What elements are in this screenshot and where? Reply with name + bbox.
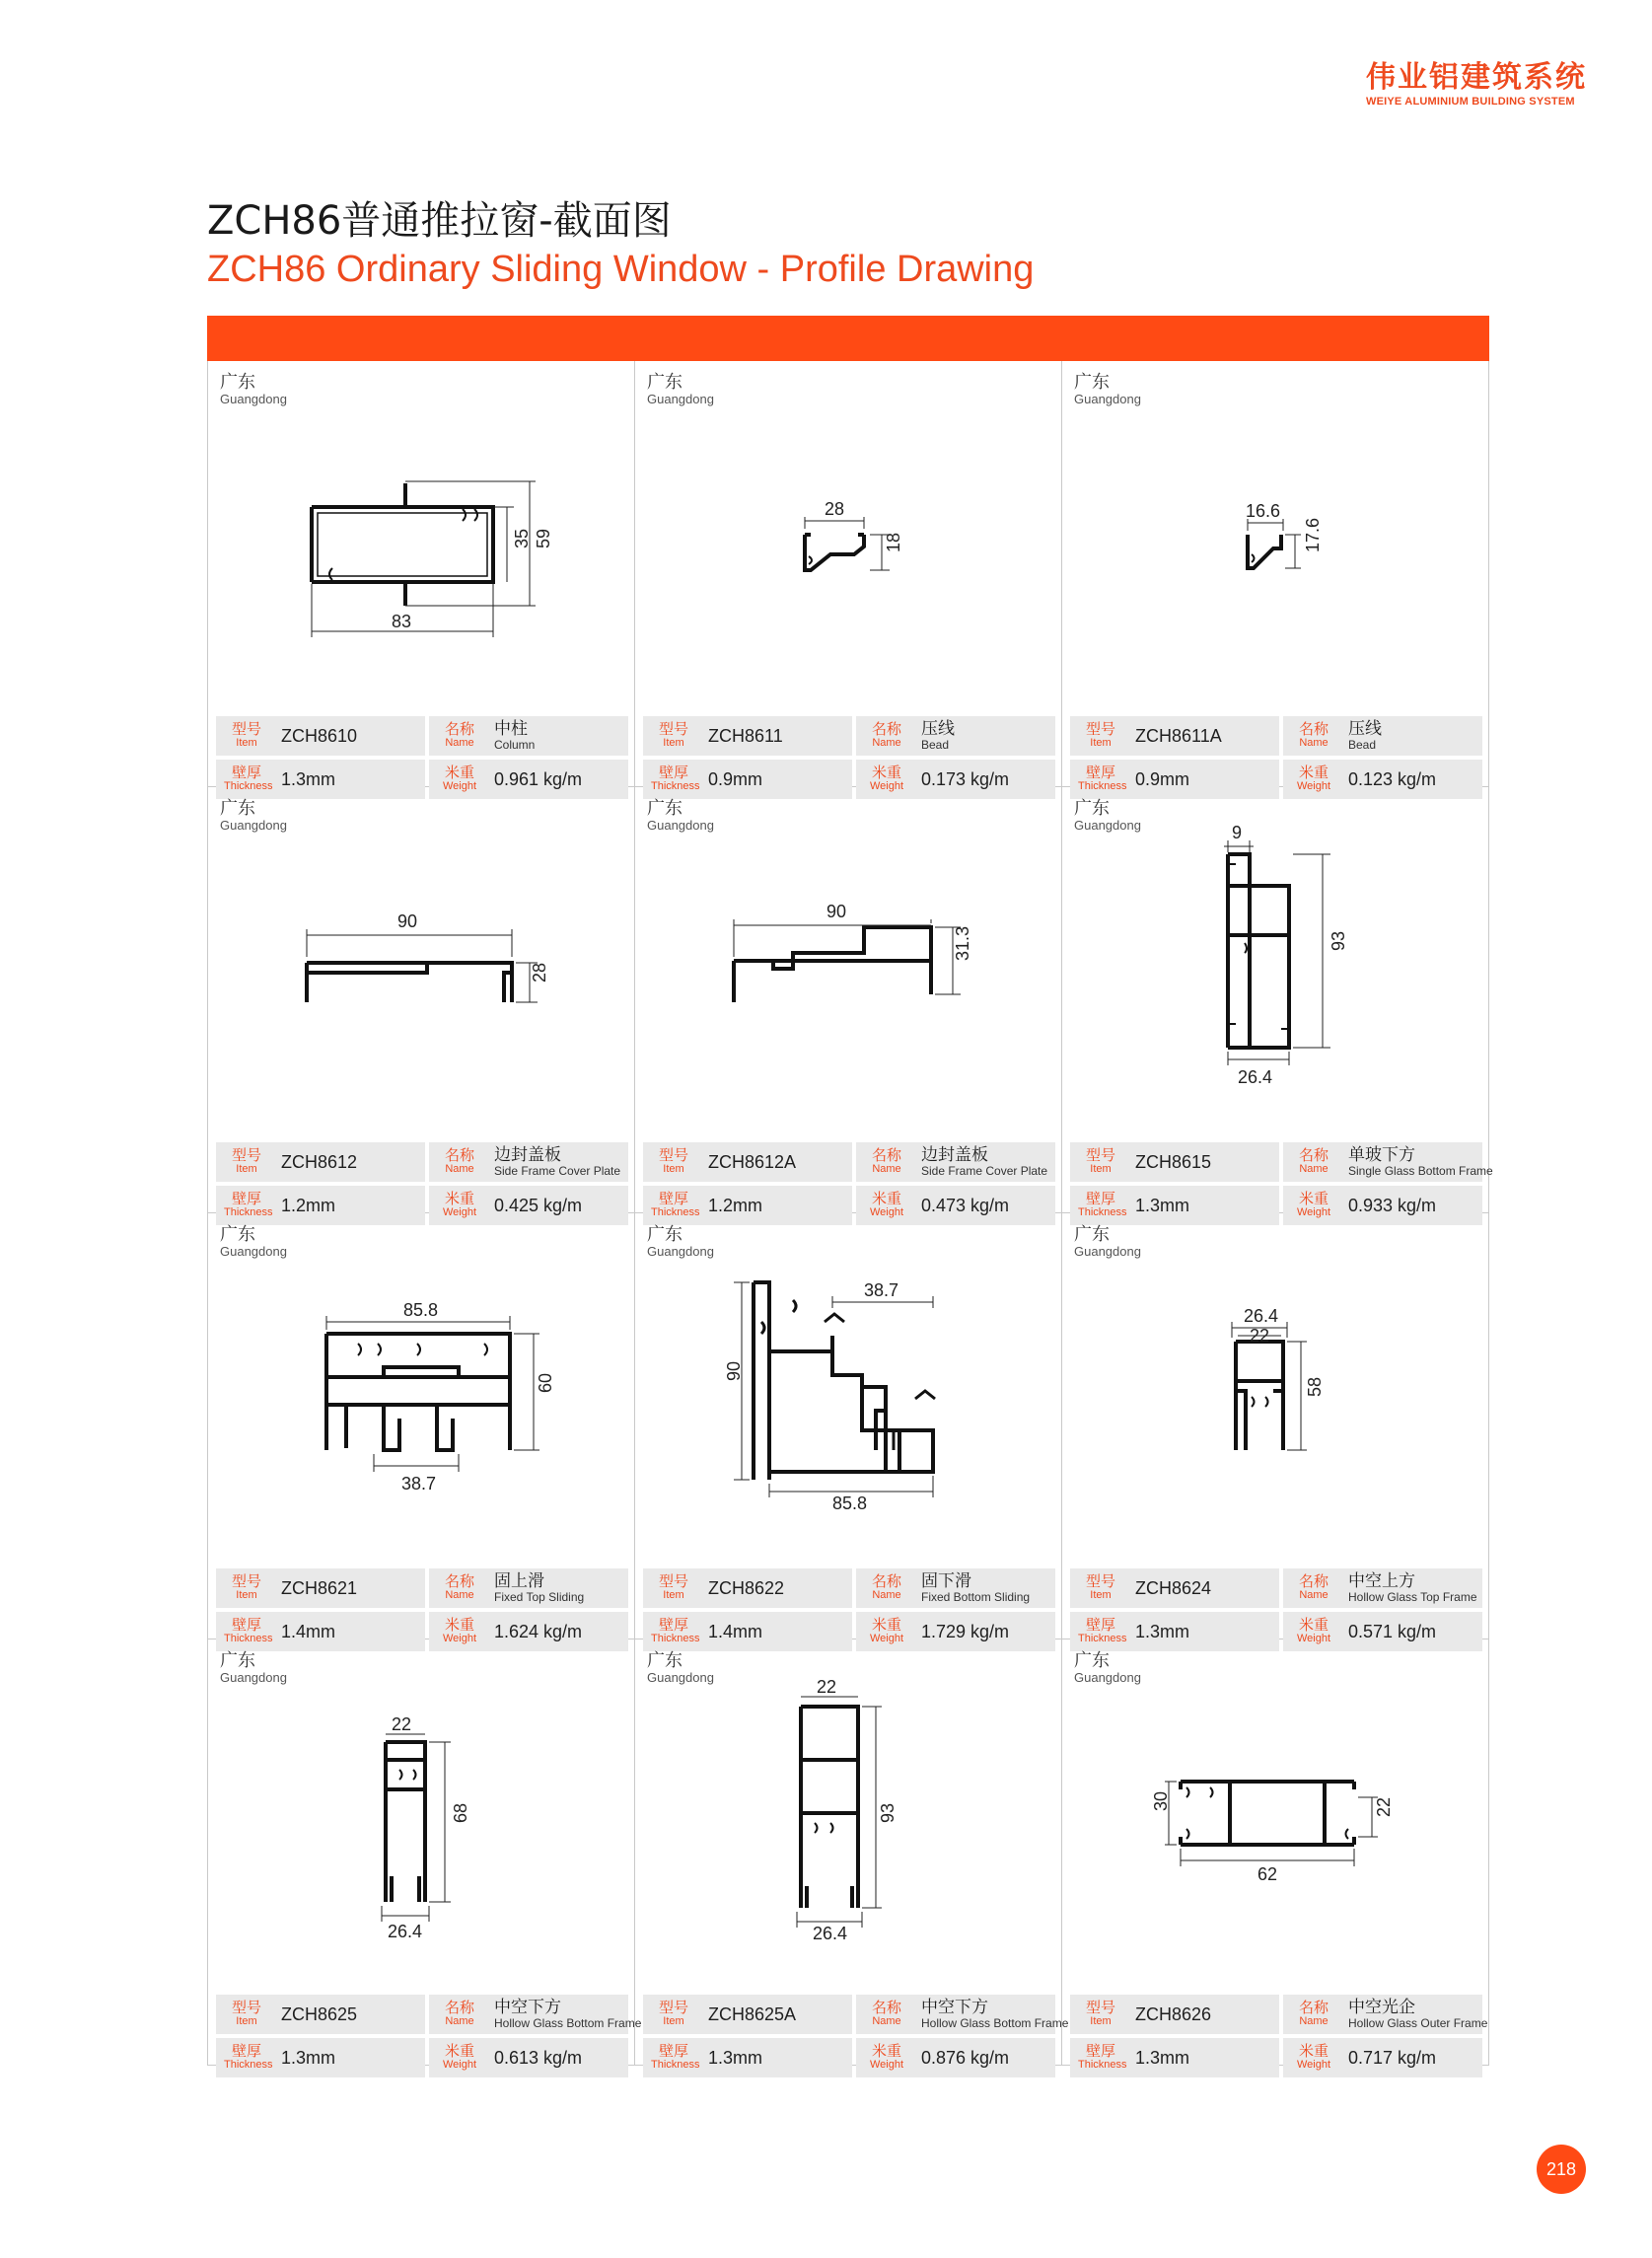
profile-info (1070, 1995, 1488, 2081)
thickness-field: 壁厚 Thickness 1.3mm (1070, 2038, 1279, 2077)
name-cn: 边封盖板 (494, 1145, 561, 1165)
weight-value: 0.173 kg/m (921, 769, 1010, 789)
weight-field: 米重 Weight 1.729 kg/m (856, 1612, 1055, 1651)
name-en: Side Frame Cover Plate (921, 1164, 1048, 1178)
profile-drawing (1062, 1639, 1489, 1990)
name-cn: 中空下方 (921, 1998, 988, 2017)
name-field: 名称 Name 中柱 Column (429, 716, 628, 756)
region-en: Guangdong (220, 1670, 287, 1685)
item-field: 型号 Item ZCH8611 (643, 716, 852, 756)
thickness-value: 1.3mm (281, 2048, 336, 2068)
item-field: 型号 Item ZCH8610 (216, 716, 425, 756)
profile-drawing (635, 1639, 1062, 1990)
dim-label: 83 (392, 612, 412, 631)
thickness-value: 1.3mm (1135, 1622, 1190, 1641)
dim-label: 22 (817, 1677, 837, 1697)
weight-field: 米重 Weight 0.876 kg/m (856, 2038, 1055, 2077)
weight-value: 0.876 kg/m (921, 2048, 1010, 2068)
name-cn: 单玻下方 (1348, 1145, 1415, 1165)
region-cn: 广东 (220, 798, 255, 819)
weight-value: 0.717 kg/m (1348, 2048, 1437, 2068)
page-title-en: ZCH86 Ordinary Sliding Window - Profile Drawing (207, 249, 1035, 290)
dim-label: 16.6 (1246, 501, 1281, 521)
profile-drawing (208, 787, 635, 1137)
weight-value: 0.571 kg/m (1348, 1622, 1437, 1641)
weight-field: 米重 Weight 0.571 kg/m (1283, 1612, 1482, 1651)
profile-grid (207, 361, 1493, 2071)
name-field: 名称 Name 固上滑 Fixed Top Sliding (429, 1568, 628, 1608)
region-en: Guangdong (220, 818, 287, 833)
region-en: Guangdong (1074, 818, 1141, 833)
thickness-value: 1.3mm (281, 769, 336, 789)
weight-value: 0.425 kg/m (494, 1196, 583, 1215)
dim-label: 22 (1374, 1796, 1394, 1817)
dim-label: 58 (1305, 1376, 1325, 1397)
brand-logo (1366, 61, 1587, 109)
weight-value: 1.729 kg/m (921, 1622, 1010, 1641)
region-cn: 广东 (647, 1650, 682, 1671)
item-code: ZCH8612 (281, 1152, 358, 1172)
dim-label: 62 (1257, 1864, 1278, 1884)
profile-card (635, 1213, 1062, 1644)
header-bar (207, 316, 1489, 361)
dim-label: 90 (397, 911, 418, 931)
item-field: 型号 Item ZCH8611A (1070, 716, 1279, 756)
region-cn: 广东 (647, 798, 682, 819)
dim-label: 9 (1232, 823, 1243, 842)
item-code: ZCH8611 (708, 726, 783, 746)
name-field: 名称 Name 固下滑 Fixed Bottom Sliding (856, 1568, 1055, 1608)
name-en: Fixed Bottom Sliding (921, 1590, 1031, 1604)
item-code: ZCH8621 (281, 1578, 358, 1598)
name-en: Bead (921, 738, 950, 752)
dim-label: 90 (724, 1360, 744, 1381)
name-cn: 压线 (1348, 719, 1382, 739)
profile-card (1062, 1213, 1489, 1644)
thickness-field: 壁厚 Thickness 1.3mm (216, 760, 425, 799)
name-field: 名称 Name 边封盖板 Side Frame Cover Plate (856, 1142, 1055, 1182)
name-cn: 边封盖板 (921, 1145, 988, 1165)
name-cn: 固上滑 (494, 1571, 544, 1591)
thickness-field: 壁厚 Thickness 1.3mm (1070, 1612, 1279, 1651)
dim-label: 18 (884, 532, 903, 552)
region-en: Guangdong (647, 818, 714, 833)
dim-label: 90 (826, 902, 847, 921)
dim-label: 31.3 (953, 925, 972, 961)
profile-drawing (635, 787, 1062, 1137)
dim-label: 68 (451, 1802, 470, 1823)
dim-label: 85.8 (832, 1493, 868, 1513)
dim-label: 26.4 (813, 1924, 848, 1943)
profile-card (208, 361, 635, 792)
page-title-cn: ZCH86普通推拉窗-截面图 (207, 198, 672, 244)
region-cn: 广东 (220, 372, 255, 393)
thickness-field: 壁厚 Thickness 1.4mm (216, 1612, 425, 1651)
region-en: Guangdong (1074, 1670, 1141, 1685)
weight-field: 米重 Weight 0.613 kg/m (429, 2038, 628, 2077)
weight-value: 0.123 kg/m (1348, 769, 1437, 789)
name-field: 名称 Name 中空光企 Hollow Glass Outer Frame (1283, 1995, 1482, 2034)
thickness-field: 壁厚 Thickness 1.3mm (1070, 1186, 1279, 1225)
weight-field: 米重 Weight 0.425 kg/m (429, 1186, 628, 1225)
profile-card (635, 361, 1062, 792)
name-field: 名称 Name 中空上方 Hollow Glass Top Frame (1283, 1568, 1482, 1608)
profile-drawing (1062, 1213, 1489, 1564)
dim-label: 22 (1250, 1326, 1270, 1346)
weight-value: 0.473 kg/m (921, 1196, 1010, 1215)
thickness-field: 壁厚 Thickness 1.3mm (643, 2038, 852, 2077)
region-cn: 广东 (220, 1650, 255, 1671)
weight-field: 米重 Weight 0.473 kg/m (856, 1186, 1055, 1225)
thickness-value: 1.3mm (1135, 2048, 1190, 2068)
item-code: ZCH8612A (708, 1152, 797, 1172)
name-field: 名称 Name 中空下方 Hollow Glass Bottom Frame (429, 1995, 628, 2034)
profile-drawing (208, 1639, 635, 1990)
item-field: 型号 Item ZCH8626 (1070, 1995, 1279, 2034)
item-field: 型号 Item ZCH8624 (1070, 1568, 1279, 1608)
thickness-value: 0.9mm (1135, 769, 1190, 789)
name-en: Hollow Glass Bottom Frame (921, 2016, 1069, 2030)
dim-label: 28 (530, 962, 549, 983)
dim-label: 60 (536, 1372, 555, 1393)
weight-field: 米重 Weight 0.173 kg/m (856, 760, 1055, 799)
dim-label: 35 (512, 528, 532, 548)
item-field: 型号 Item ZCH8621 (216, 1568, 425, 1608)
item-code: ZCH8625A (708, 2004, 797, 2024)
thickness-value: 1.2mm (281, 1196, 336, 1215)
name-cn: 中空下方 (494, 1998, 561, 2017)
item-code: ZCH8611A (1135, 726, 1222, 746)
region-en: Guangdong (1074, 1244, 1141, 1259)
dim-label: 28 (825, 499, 845, 519)
name-field: 名称 Name 单玻下方 Single Glass Bottom Frame (1283, 1142, 1482, 1182)
item-code: ZCH8622 (708, 1578, 785, 1598)
name-cn: 中柱 (494, 719, 528, 739)
weight-field: 米重 Weight 0.123 kg/m (1283, 760, 1482, 799)
weight-field: 米重 Weight 1.624 kg/m (429, 1612, 628, 1651)
name-en: Hollow Glass Top Frame (1348, 1590, 1477, 1604)
dim-label: 38.7 (864, 1280, 899, 1300)
item-code: ZCH8615 (1135, 1152, 1212, 1172)
item-field: 型号 Item ZCH8625A (643, 1995, 852, 2034)
name-field: 名称 Name 中空下方 Hollow Glass Bottom Frame (856, 1995, 1055, 2034)
name-field: 名称 Name 边封盖板 Side Frame Cover Plate (429, 1142, 628, 1182)
profile-drawing (208, 1213, 635, 1564)
region-cn: 广东 (1074, 1224, 1110, 1245)
profile-drawing (208, 361, 635, 711)
name-cn: 压线 (921, 719, 955, 739)
profile-card (208, 1213, 635, 1644)
dim-label: 26.4 (388, 1922, 423, 1941)
region-en: Guangdong (647, 1244, 714, 1259)
dim-label: 38.7 (401, 1474, 437, 1493)
thickness-value: 1.2mm (708, 1196, 763, 1215)
item-code: ZCH8624 (1135, 1578, 1212, 1598)
item-field: 型号 Item ZCH8622 (643, 1568, 852, 1608)
thickness-value: 1.4mm (281, 1622, 336, 1641)
dim-label: 93 (1329, 930, 1348, 951)
thickness-value: 0.9mm (708, 769, 763, 789)
item-code: ZCH8625 (281, 2004, 358, 2024)
name-cn: 中空上方 (1348, 1571, 1415, 1591)
thickness-field: 壁厚 Thickness 0.9mm (643, 760, 852, 799)
profile-info (216, 1995, 642, 2081)
dim-label: 30 (1151, 1790, 1171, 1811)
thickness-value: 1.3mm (1135, 1196, 1190, 1215)
brand-name-en: WEIYE ALUMINIUM BUILDING SYSTEM (1366, 96, 1575, 108)
item-code: ZCH8610 (281, 726, 358, 746)
weight-value: 1.624 kg/m (494, 1622, 583, 1641)
weight-field: 米重 Weight 0.933 kg/m (1283, 1186, 1482, 1225)
item-field: 型号 Item ZCH8615 (1070, 1142, 1279, 1182)
item-field: 型号 Item ZCH8612A (643, 1142, 852, 1182)
name-cn: 中空光企 (1348, 1998, 1415, 2017)
name-en: Hollow Glass Outer Frame (1348, 2016, 1488, 2030)
region-cn: 广东 (220, 1224, 255, 1245)
region-cn: 广东 (647, 1224, 682, 1245)
profile-card (635, 1639, 1069, 2071)
region-en: Guangdong (220, 1244, 287, 1259)
profile-card (1062, 361, 1489, 792)
name-en: Bead (1348, 738, 1377, 752)
weight-value: 0.933 kg/m (1348, 1196, 1437, 1215)
region-en: Guangdong (647, 1670, 714, 1685)
weight-field: 米重 Weight 0.961 kg/m (429, 760, 628, 799)
region-en: Guangdong (220, 392, 287, 406)
region-en: Guangdong (647, 392, 714, 406)
profile-card (635, 787, 1062, 1218)
name-cn: 固下滑 (921, 1571, 971, 1591)
profile-info (643, 1995, 1069, 2081)
dim-label: 85.8 (403, 1300, 439, 1320)
region-cn: 广东 (1074, 1650, 1110, 1671)
name-en: Hollow Glass Bottom Frame (494, 2016, 642, 2030)
region-cn: 广东 (1074, 798, 1110, 819)
item-field: 型号 Item ZCH8612 (216, 1142, 425, 1182)
name-en: Fixed Top Sliding (494, 1590, 585, 1604)
name-en: Column (494, 738, 536, 752)
page-number: 218 (1537, 2145, 1586, 2194)
profile-drawing (1062, 787, 1489, 1137)
thickness-value: 1.3mm (708, 2048, 763, 2068)
profile-card (1062, 787, 1493, 1218)
thickness-field: 壁厚 Thickness 1.2mm (216, 1186, 425, 1225)
name-field: 名称 Name 压线 Bead (1283, 716, 1482, 756)
region-cn: 广东 (1074, 372, 1110, 393)
item-code: ZCH8626 (1135, 2004, 1212, 2024)
profile-drawing (635, 361, 1062, 711)
region-en: Guangdong (1074, 392, 1141, 406)
thickness-field: 壁厚 Thickness 1.3mm (216, 2038, 425, 2077)
profile-drawing (635, 1213, 1062, 1564)
brand-name-cn: 伟业铝建筑系统 (1366, 60, 1587, 95)
thickness-field: 壁厚 Thickness 1.4mm (643, 1612, 852, 1651)
name-field: 名称 Name 压线 Bead (856, 716, 1055, 756)
region-cn: 广东 (647, 372, 682, 393)
profile-card (208, 787, 635, 1218)
item-field: 型号 Item ZCH8625 (216, 1995, 425, 2034)
name-en: Side Frame Cover Plate (494, 1164, 621, 1178)
thickness-field: 壁厚 Thickness 1.2mm (643, 1186, 852, 1225)
dim-label: 59 (534, 528, 553, 548)
dim-label: 26.4 (1244, 1306, 1279, 1326)
dim-label: 22 (392, 1714, 412, 1734)
profile-card (208, 1639, 642, 2071)
weight-field: 米重 Weight 0.717 kg/m (1283, 2038, 1482, 2077)
name-en: Single Glass Bottom Frame (1348, 1164, 1493, 1178)
thickness-field: 壁厚 Thickness 0.9mm (1070, 760, 1279, 799)
profile-drawing (1062, 361, 1489, 711)
thickness-value: 1.4mm (708, 1622, 763, 1641)
weight-value: 0.613 kg/m (494, 2048, 583, 2068)
dim-label: 26.4 (1238, 1067, 1273, 1087)
dim-label: 93 (878, 1802, 898, 1823)
dim-label: 17.6 (1303, 517, 1323, 552)
weight-value: 0.961 kg/m (494, 769, 583, 789)
profile-card (1062, 1639, 1489, 2071)
